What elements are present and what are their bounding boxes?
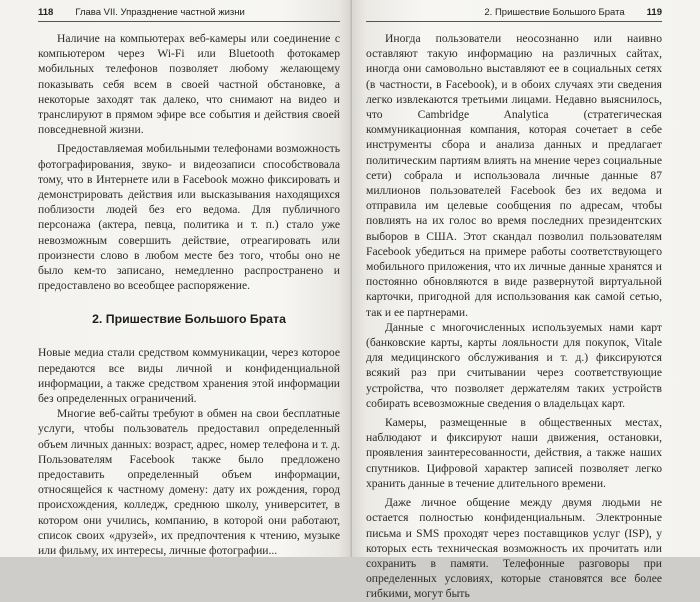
right-page	[352, 0, 700, 601]
section-heading: 2. Пришествие Большого Брата	[92, 312, 286, 327]
section-body-text	[38, 345, 340, 558]
right-paragraph-4: Даже личное общение между двумя людьми не остается полностью конфиденциальным. Электронные письма и SMS проходят через поставщиков услуг (ISP), у которых есть техническая возможность их прочитать или сохранить в памяти. Телефонные разговоры при определенных условиях, которые становятся все более гибкими, могут быть	[366, 496, 662, 601]
right-paragraph-1: Иногда пользователи неосознанно или наивно оставляют такую информацию на различных сайтах, иногда они самовольно выставляют ее в социальных сетях (в частности, в Facebook), и в обоих случаях эти сведения легко извлекаются третьими лицами. Недавно выяснилось, что Cambridge Analytica (стратегическая коммуникационная компания, которая сочетает в себе инструменты сбора и анализа данных и предлагает политическим партиям влиять на мнение через социальные сети) собрала и использовала личные данные 87 миллионов пользователей Facebook без их ведома и отправила им целевые сообщения по адресам, чтобы повлиять на их голос во время последних президентских выборов в США. Этот скандал позволил пользователям Facebook убедиться на примере работы соответствующего мобильного приложения, что их личные данные хранятся и постоянно обновляются в виде развернутой виртуальной карточки, пригодной для использования как самой сетью, так и ее партнерами.	[366, 32, 662, 319]
right-running-head	[366, 7, 662, 22]
left-page-number: 118	[38, 7, 54, 18]
left-chapter-title: Глава VII. Упразднение частной жизни	[75, 7, 245, 18]
left-body-text	[38, 31, 340, 293]
left-page	[0, 0, 352, 557]
right-page-number: 119	[646, 7, 662, 18]
right-body-text	[366, 31, 662, 602]
right-section-title: 2. Пришествие Большого Брата	[484, 7, 625, 18]
section-paragraph-1: Новые медиа стали средством коммуникации, через которое передаются все виды личной и конфиденциальной информации, а также средством хранения этой информации без определенных ограничений.	[38, 346, 340, 406]
right-paragraph-2: Данные с многочисленных используемых нами карт (банковские карты, карты лояльности для покупок, Vitale для медицинского обслуживания и т. д.) фиксируются всякий раз при считывании через соответствующие устройства, что позволяет держателям таких устройств собирать всевозможные сведения о владельцах карт.	[366, 320, 662, 410]
right-paragraph-3: Камеры, размещенные в общественных местах, наблюдают и фиксируют наши движения, остановки, проявления заинтересованности, действия, а также наших спутников. Цифровой характер записей позволяет легко хранить данные в течение длительного времени.	[366, 416, 662, 490]
left-paragraph-1: Наличие на компьютерах веб-камеры или соединение с компьютером через Wi-Fi или Bluetooth фотокамер мобильных телефонов позволяет любому желающему показывать себя всем в своей частной обстановке, а некоторые заходят так далеко, что снимают на видео и транслируют в прямом эфире все события и действия своей повседневной жизни.	[38, 32, 340, 137]
left-running-head	[38, 7, 340, 22]
section-paragraph-2: Многие веб-сайты требуют в обмен на свои бесплатные услуги, чтобы пользователь предоставил определенный объем личных данных: возраст, адрес, номер телефона и т. д. Пользователям Facebook также было предложено предоставить определенный объем информации, относящейся к частному домену: дату их рождения, город происхождения, колледж, среднюю школу, университет, в котором они учились, компанию, в которой они работают, список своих «друзей», их предпочтения к чтению, музыке или фильму, их интересы, личные фотографии...	[38, 407, 340, 558]
left-paragraph-2: Предоставляемая мобильными телефонами возможность фотографирования, звуко- и видеозаписи способствовала тому, что в Интернете или в Facebook можно фиксировать и демонстрировать действия или высказывания находящихся поблизости людей без его ведома. Для публичного персонажа (актера, певца, политика и т. п.) стало уже невозможным совершить действие, отреагировать или произнести слово в любом месте без того, чтобы оно не было кем-то записано, немедленно распространено и предоставлено во всеобщее распоряжение.	[38, 142, 340, 293]
